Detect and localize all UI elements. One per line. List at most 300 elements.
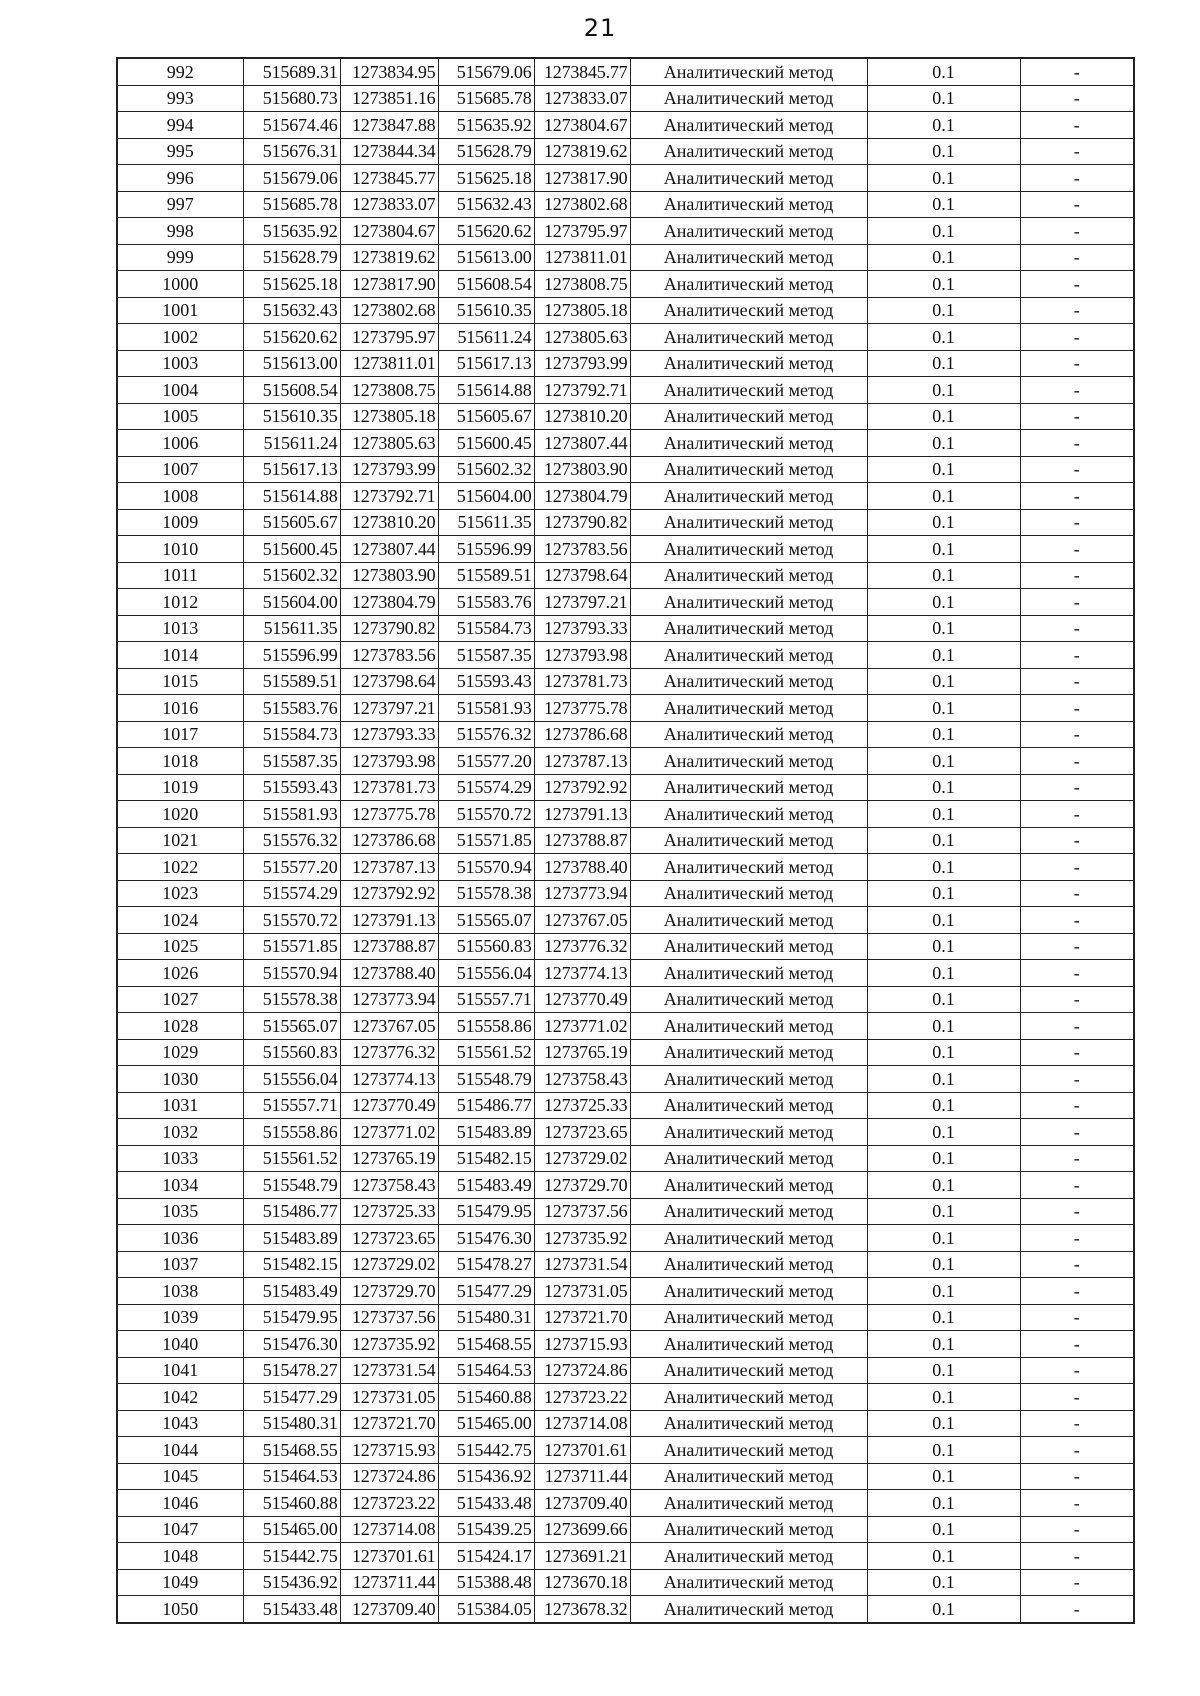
x2-cell: 515610.35 (438, 297, 534, 324)
note-cell: - (1020, 112, 1134, 139)
x1-cell: 515676.31 (243, 138, 340, 165)
method-cell: Аналитический метод (630, 1251, 867, 1278)
point-number-cell: 1037 (117, 1251, 243, 1278)
y1-cell: 1273844.34 (340, 138, 438, 165)
method-cell: Аналитический метод (630, 589, 867, 616)
y2-cell: 1273729.02 (534, 1145, 630, 1172)
y2-cell: 1273781.73 (534, 668, 630, 695)
point-number-cell: 1003 (117, 350, 243, 377)
y1-cell: 1273802.68 (340, 297, 438, 324)
y2-cell: 1273808.75 (534, 271, 630, 298)
method-cell: Аналитический метод (630, 1198, 867, 1225)
accuracy-cell: 0.1 (867, 85, 1020, 112)
accuracy-cell: 0.1 (867, 589, 1020, 616)
x1-cell: 515578.38 (243, 986, 340, 1013)
x1-cell: 515576.32 (243, 827, 340, 854)
x1-cell: 515483.49 (243, 1278, 340, 1305)
note-cell: - (1020, 827, 1134, 854)
y2-cell: 1273790.82 (534, 509, 630, 536)
table-row (117, 1251, 1134, 1278)
y1-cell: 1273774.13 (340, 1066, 438, 1093)
y1-cell: 1273804.79 (340, 589, 438, 616)
y2-cell: 1273765.19 (534, 1039, 630, 1066)
y2-cell: 1273709.40 (534, 1490, 630, 1517)
x2-cell: 515596.99 (438, 536, 534, 563)
point-number-cell: 1020 (117, 801, 243, 828)
note-cell: - (1020, 1569, 1134, 1596)
x1-cell: 515480.31 (243, 1410, 340, 1437)
x2-cell: 515433.48 (438, 1490, 534, 1517)
method-cell: Аналитический метод (630, 642, 867, 669)
point-number-cell: 996 (117, 165, 243, 192)
y2-cell: 1273670.18 (534, 1569, 630, 1596)
table-row (117, 615, 1134, 642)
table-row (117, 85, 1134, 112)
accuracy-cell: 0.1 (867, 509, 1020, 536)
x2-cell: 515479.95 (438, 1198, 534, 1225)
accuracy-cell: 0.1 (867, 933, 1020, 960)
accuracy-cell: 0.1 (867, 1251, 1020, 1278)
y1-cell: 1273729.70 (340, 1278, 438, 1305)
method-cell: Аналитический метод (630, 774, 867, 801)
method-cell: Аналитический метод (630, 562, 867, 589)
point-number-cell: 1038 (117, 1278, 243, 1305)
x1-cell: 515570.72 (243, 907, 340, 934)
table-row (117, 774, 1134, 801)
y1-cell: 1273715.93 (340, 1437, 438, 1464)
point-number-cell: 1033 (117, 1145, 243, 1172)
y2-cell: 1273767.05 (534, 907, 630, 934)
y2-cell: 1273737.56 (534, 1198, 630, 1225)
accuracy-cell: 0.1 (867, 562, 1020, 589)
y1-cell: 1273735.92 (340, 1331, 438, 1358)
y2-cell: 1273792.92 (534, 774, 630, 801)
table-row (117, 933, 1134, 960)
table-row (117, 1092, 1134, 1119)
note-cell: - (1020, 377, 1134, 404)
y1-cell: 1273788.40 (340, 960, 438, 987)
point-number-cell: 1034 (117, 1172, 243, 1199)
note-cell: - (1020, 1463, 1134, 1490)
y1-cell: 1273833.07 (340, 191, 438, 218)
note-cell: - (1020, 403, 1134, 430)
x2-cell: 515574.29 (438, 774, 534, 801)
coordinates-table (116, 57, 1135, 1624)
method-cell: Аналитический метод (630, 324, 867, 351)
x2-cell: 515632.43 (438, 191, 534, 218)
y2-cell: 1273798.64 (534, 562, 630, 589)
x2-cell: 515679.06 (438, 58, 534, 85)
method-cell: Аналитический метод (630, 1066, 867, 1093)
table-row (117, 1384, 1134, 1411)
x1-cell: 515442.75 (243, 1543, 340, 1570)
y2-cell: 1273787.13 (534, 748, 630, 775)
method-cell: Аналитический метод (630, 1092, 867, 1119)
table-row (117, 271, 1134, 298)
y1-cell: 1273765.19 (340, 1145, 438, 1172)
x1-cell: 515433.48 (243, 1596, 340, 1623)
method-cell: Аналитический метод (630, 1357, 867, 1384)
table-row (117, 1331, 1134, 1358)
y1-cell: 1273805.18 (340, 403, 438, 430)
point-number-cell: 1028 (117, 1013, 243, 1040)
x2-cell: 515560.83 (438, 933, 534, 960)
y1-cell: 1273701.61 (340, 1543, 438, 1570)
method-cell: Аналитический метод (630, 1225, 867, 1252)
accuracy-cell: 0.1 (867, 138, 1020, 165)
accuracy-cell: 0.1 (867, 58, 1020, 85)
method-cell: Аналитический метод (630, 377, 867, 404)
note-cell: - (1020, 1331, 1134, 1358)
y1-cell: 1273773.94 (340, 986, 438, 1013)
x2-cell: 515388.48 (438, 1569, 534, 1596)
y1-cell: 1273793.98 (340, 748, 438, 775)
x2-cell: 515611.24 (438, 324, 534, 351)
x2-cell: 515581.93 (438, 695, 534, 722)
point-number-cell: 1041 (117, 1357, 243, 1384)
note-cell: - (1020, 509, 1134, 536)
method-cell: Аналитический метод (630, 350, 867, 377)
y1-cell: 1273737.56 (340, 1304, 438, 1331)
y1-cell: 1273729.02 (340, 1251, 438, 1278)
x1-cell: 515479.95 (243, 1304, 340, 1331)
note-cell: - (1020, 615, 1134, 642)
accuracy-cell: 0.1 (867, 165, 1020, 192)
x2-cell: 515424.17 (438, 1543, 534, 1570)
point-number-cell: 997 (117, 191, 243, 218)
y1-cell: 1273804.67 (340, 218, 438, 245)
x1-cell: 515674.46 (243, 112, 340, 139)
method-cell: Аналитический метод (630, 801, 867, 828)
x1-cell: 515635.92 (243, 218, 340, 245)
y2-cell: 1273731.54 (534, 1251, 630, 1278)
table-row (117, 430, 1134, 457)
note-cell: - (1020, 1384, 1134, 1411)
table-row (117, 138, 1134, 165)
x2-cell: 515635.92 (438, 112, 534, 139)
note-cell: - (1020, 1092, 1134, 1119)
y2-cell: 1273788.40 (534, 854, 630, 881)
accuracy-cell: 0.1 (867, 112, 1020, 139)
accuracy-cell: 0.1 (867, 1357, 1020, 1384)
y2-cell: 1273793.99 (534, 350, 630, 377)
x2-cell: 515577.20 (438, 748, 534, 775)
method-cell: Аналитический метод (630, 1596, 867, 1623)
point-number-cell: 1027 (117, 986, 243, 1013)
note-cell: - (1020, 986, 1134, 1013)
x1-cell: 515570.94 (243, 960, 340, 987)
table-row (117, 297, 1134, 324)
y1-cell: 1273791.13 (340, 907, 438, 934)
note-cell: - (1020, 1596, 1134, 1623)
accuracy-cell: 0.1 (867, 1543, 1020, 1570)
note-cell: - (1020, 801, 1134, 828)
y2-cell: 1273731.05 (534, 1278, 630, 1305)
accuracy-cell: 0.1 (867, 1225, 1020, 1252)
note-cell: - (1020, 1013, 1134, 1040)
accuracy-cell: 0.1 (867, 483, 1020, 510)
note-cell: - (1020, 1543, 1134, 1570)
x1-cell: 515548.79 (243, 1172, 340, 1199)
note-cell: - (1020, 933, 1134, 960)
accuracy-cell: 0.1 (867, 695, 1020, 722)
y1-cell: 1273790.82 (340, 615, 438, 642)
point-number-cell: 1014 (117, 642, 243, 669)
table-row (117, 483, 1134, 510)
y2-cell: 1273804.79 (534, 483, 630, 510)
accuracy-cell: 0.1 (867, 1119, 1020, 1146)
method-cell: Аналитический метод (630, 721, 867, 748)
note-cell: - (1020, 1516, 1134, 1543)
x2-cell: 515620.62 (438, 218, 534, 245)
note-cell: - (1020, 324, 1134, 351)
point-number-cell: 1046 (117, 1490, 243, 1517)
method-cell: Аналитический метод (630, 1039, 867, 1066)
method-cell: Аналитический метод (630, 509, 867, 536)
x2-cell: 515565.07 (438, 907, 534, 934)
note-cell: - (1020, 668, 1134, 695)
x2-cell: 515613.00 (438, 244, 534, 271)
x1-cell: 515436.92 (243, 1569, 340, 1596)
accuracy-cell: 0.1 (867, 668, 1020, 695)
y1-cell: 1273731.05 (340, 1384, 438, 1411)
y2-cell: 1273805.63 (534, 324, 630, 351)
y2-cell: 1273797.21 (534, 589, 630, 616)
x1-cell: 515561.52 (243, 1145, 340, 1172)
accuracy-cell: 0.1 (867, 430, 1020, 457)
y1-cell: 1273723.65 (340, 1225, 438, 1252)
note-cell: - (1020, 1066, 1134, 1093)
point-number-cell: 1021 (117, 827, 243, 854)
point-number-cell: 1030 (117, 1066, 243, 1093)
x2-cell: 515604.00 (438, 483, 534, 510)
method-cell: Аналитический метод (630, 1013, 867, 1040)
method-cell: Аналитический метод (630, 1331, 867, 1358)
x1-cell: 515689.31 (243, 58, 340, 85)
point-number-cell: 992 (117, 58, 243, 85)
note-cell: - (1020, 1145, 1134, 1172)
y2-cell: 1273811.01 (534, 244, 630, 271)
method-cell: Аналитический метод (630, 1410, 867, 1437)
x1-cell: 515679.06 (243, 165, 340, 192)
x2-cell: 515483.89 (438, 1119, 534, 1146)
x1-cell: 515583.76 (243, 695, 340, 722)
note-cell: - (1020, 1198, 1134, 1225)
y1-cell: 1273714.08 (340, 1516, 438, 1543)
table-row (117, 668, 1134, 695)
table-row (117, 1410, 1134, 1437)
y1-cell: 1273810.20 (340, 509, 438, 536)
accuracy-cell: 0.1 (867, 1569, 1020, 1596)
x1-cell: 515483.89 (243, 1225, 340, 1252)
y2-cell: 1273725.33 (534, 1092, 630, 1119)
note-cell: - (1020, 748, 1134, 775)
y2-cell: 1273805.18 (534, 297, 630, 324)
note-cell: - (1020, 695, 1134, 722)
x2-cell: 515557.71 (438, 986, 534, 1013)
method-cell: Аналитический метод (630, 1384, 867, 1411)
method-cell: Аналитический метод (630, 933, 867, 960)
x2-cell: 515570.94 (438, 854, 534, 881)
x1-cell: 515460.88 (243, 1490, 340, 1517)
table-row (117, 695, 1134, 722)
method-cell: Аналитический метод (630, 1145, 867, 1172)
x1-cell: 515581.93 (243, 801, 340, 828)
point-number-cell: 1032 (117, 1119, 243, 1146)
y1-cell: 1273711.44 (340, 1569, 438, 1596)
x2-cell: 515548.79 (438, 1066, 534, 1093)
y2-cell: 1273793.98 (534, 642, 630, 669)
accuracy-cell: 0.1 (867, 456, 1020, 483)
method-cell: Аналитический метод (630, 1516, 867, 1543)
table-row (117, 1490, 1134, 1517)
x2-cell: 515439.25 (438, 1516, 534, 1543)
accuracy-cell: 0.1 (867, 1410, 1020, 1437)
point-number-cell: 1018 (117, 748, 243, 775)
x1-cell: 515478.27 (243, 1357, 340, 1384)
y2-cell: 1273804.67 (534, 112, 630, 139)
y1-cell: 1273798.64 (340, 668, 438, 695)
y1-cell: 1273792.71 (340, 483, 438, 510)
point-number-cell: 1010 (117, 536, 243, 563)
table-row (117, 1278, 1134, 1305)
note-cell: - (1020, 1357, 1134, 1384)
x1-cell: 515468.55 (243, 1437, 340, 1464)
note-cell: - (1020, 483, 1134, 510)
table-row (117, 377, 1134, 404)
y1-cell: 1273709.40 (340, 1596, 438, 1623)
table-row (117, 1145, 1134, 1172)
y1-cell: 1273788.87 (340, 933, 438, 960)
point-number-cell: 1026 (117, 960, 243, 987)
note-cell: - (1020, 1172, 1134, 1199)
x1-cell: 515596.99 (243, 642, 340, 669)
method-cell: Аналитический метод (630, 1490, 867, 1517)
x2-cell: 515605.67 (438, 403, 534, 430)
page-number: 21 (583, 14, 617, 42)
note-cell: - (1020, 58, 1134, 85)
point-number-cell: 1017 (117, 721, 243, 748)
accuracy-cell: 0.1 (867, 1039, 1020, 1066)
y1-cell: 1273783.56 (340, 642, 438, 669)
x2-cell: 515468.55 (438, 1331, 534, 1358)
note-cell: - (1020, 721, 1134, 748)
x2-cell: 515558.86 (438, 1013, 534, 1040)
note-cell: - (1020, 1410, 1134, 1437)
point-number-cell: 1002 (117, 324, 243, 351)
y2-cell: 1273691.21 (534, 1543, 630, 1570)
note-cell: - (1020, 880, 1134, 907)
table-row (117, 218, 1134, 245)
note-cell: - (1020, 1119, 1134, 1146)
point-number-cell: 1031 (117, 1092, 243, 1119)
x2-cell: 515478.27 (438, 1251, 534, 1278)
table-row (117, 536, 1134, 563)
x1-cell: 515464.53 (243, 1463, 340, 1490)
x2-cell: 515587.35 (438, 642, 534, 669)
y2-cell: 1273711.44 (534, 1463, 630, 1490)
method-cell: Аналитический метод (630, 536, 867, 563)
point-number-cell: 1004 (117, 377, 243, 404)
accuracy-cell: 0.1 (867, 1331, 1020, 1358)
point-number-cell: 1007 (117, 456, 243, 483)
accuracy-cell: 0.1 (867, 907, 1020, 934)
note-cell: - (1020, 271, 1134, 298)
x1-cell: 515593.43 (243, 774, 340, 801)
method-cell: Аналитический метод (630, 218, 867, 245)
note-cell: - (1020, 1490, 1134, 1517)
note-cell: - (1020, 456, 1134, 483)
x2-cell: 515589.51 (438, 562, 534, 589)
method-cell: Аналитический метод (630, 1437, 867, 1464)
point-number-cell: 1011 (117, 562, 243, 589)
table-row (117, 1596, 1134, 1623)
note-cell: - (1020, 1039, 1134, 1066)
y1-cell: 1273803.90 (340, 562, 438, 589)
y1-cell: 1273819.62 (340, 244, 438, 271)
y2-cell: 1273721.70 (534, 1304, 630, 1331)
accuracy-cell: 0.1 (867, 1516, 1020, 1543)
y1-cell: 1273776.32 (340, 1039, 438, 1066)
x1-cell: 515685.78 (243, 191, 340, 218)
y1-cell: 1273731.54 (340, 1357, 438, 1384)
x2-cell: 515480.31 (438, 1304, 534, 1331)
y2-cell: 1273810.20 (534, 403, 630, 430)
point-number-cell: 1045 (117, 1463, 243, 1490)
y1-cell: 1273811.01 (340, 350, 438, 377)
note-cell: - (1020, 165, 1134, 192)
point-number-cell: 1005 (117, 403, 243, 430)
table-row (117, 1543, 1134, 1570)
x1-cell: 515577.20 (243, 854, 340, 881)
accuracy-cell: 0.1 (867, 854, 1020, 881)
x2-cell: 515561.52 (438, 1039, 534, 1066)
table-row (117, 880, 1134, 907)
y2-cell: 1273729.70 (534, 1172, 630, 1199)
point-number-cell: 999 (117, 244, 243, 271)
table-row (117, 801, 1134, 828)
accuracy-cell: 0.1 (867, 1092, 1020, 1119)
x1-cell: 515605.67 (243, 509, 340, 536)
y2-cell: 1273699.66 (534, 1516, 630, 1543)
x1-cell: 515584.73 (243, 721, 340, 748)
y1-cell: 1273786.68 (340, 827, 438, 854)
point-number-cell: 1013 (117, 615, 243, 642)
y1-cell: 1273781.73 (340, 774, 438, 801)
point-number-cell: 1009 (117, 509, 243, 536)
x2-cell: 515464.53 (438, 1357, 534, 1384)
y2-cell: 1273776.32 (534, 933, 630, 960)
accuracy-cell: 0.1 (867, 218, 1020, 245)
y2-cell: 1273775.78 (534, 695, 630, 722)
note-cell: - (1020, 430, 1134, 457)
x1-cell: 515465.00 (243, 1516, 340, 1543)
table-row (117, 589, 1134, 616)
y2-cell: 1273786.68 (534, 721, 630, 748)
x2-cell: 515625.18 (438, 165, 534, 192)
y1-cell: 1273771.02 (340, 1119, 438, 1146)
point-number-cell: 1048 (117, 1543, 243, 1570)
y1-cell: 1273770.49 (340, 1092, 438, 1119)
y1-cell: 1273795.97 (340, 324, 438, 351)
accuracy-cell: 0.1 (867, 801, 1020, 828)
accuracy-cell: 0.1 (867, 324, 1020, 351)
table-row (117, 244, 1134, 271)
x1-cell: 515571.85 (243, 933, 340, 960)
x2-cell: 515482.15 (438, 1145, 534, 1172)
table-row (117, 1357, 1134, 1384)
y2-cell: 1273770.49 (534, 986, 630, 1013)
